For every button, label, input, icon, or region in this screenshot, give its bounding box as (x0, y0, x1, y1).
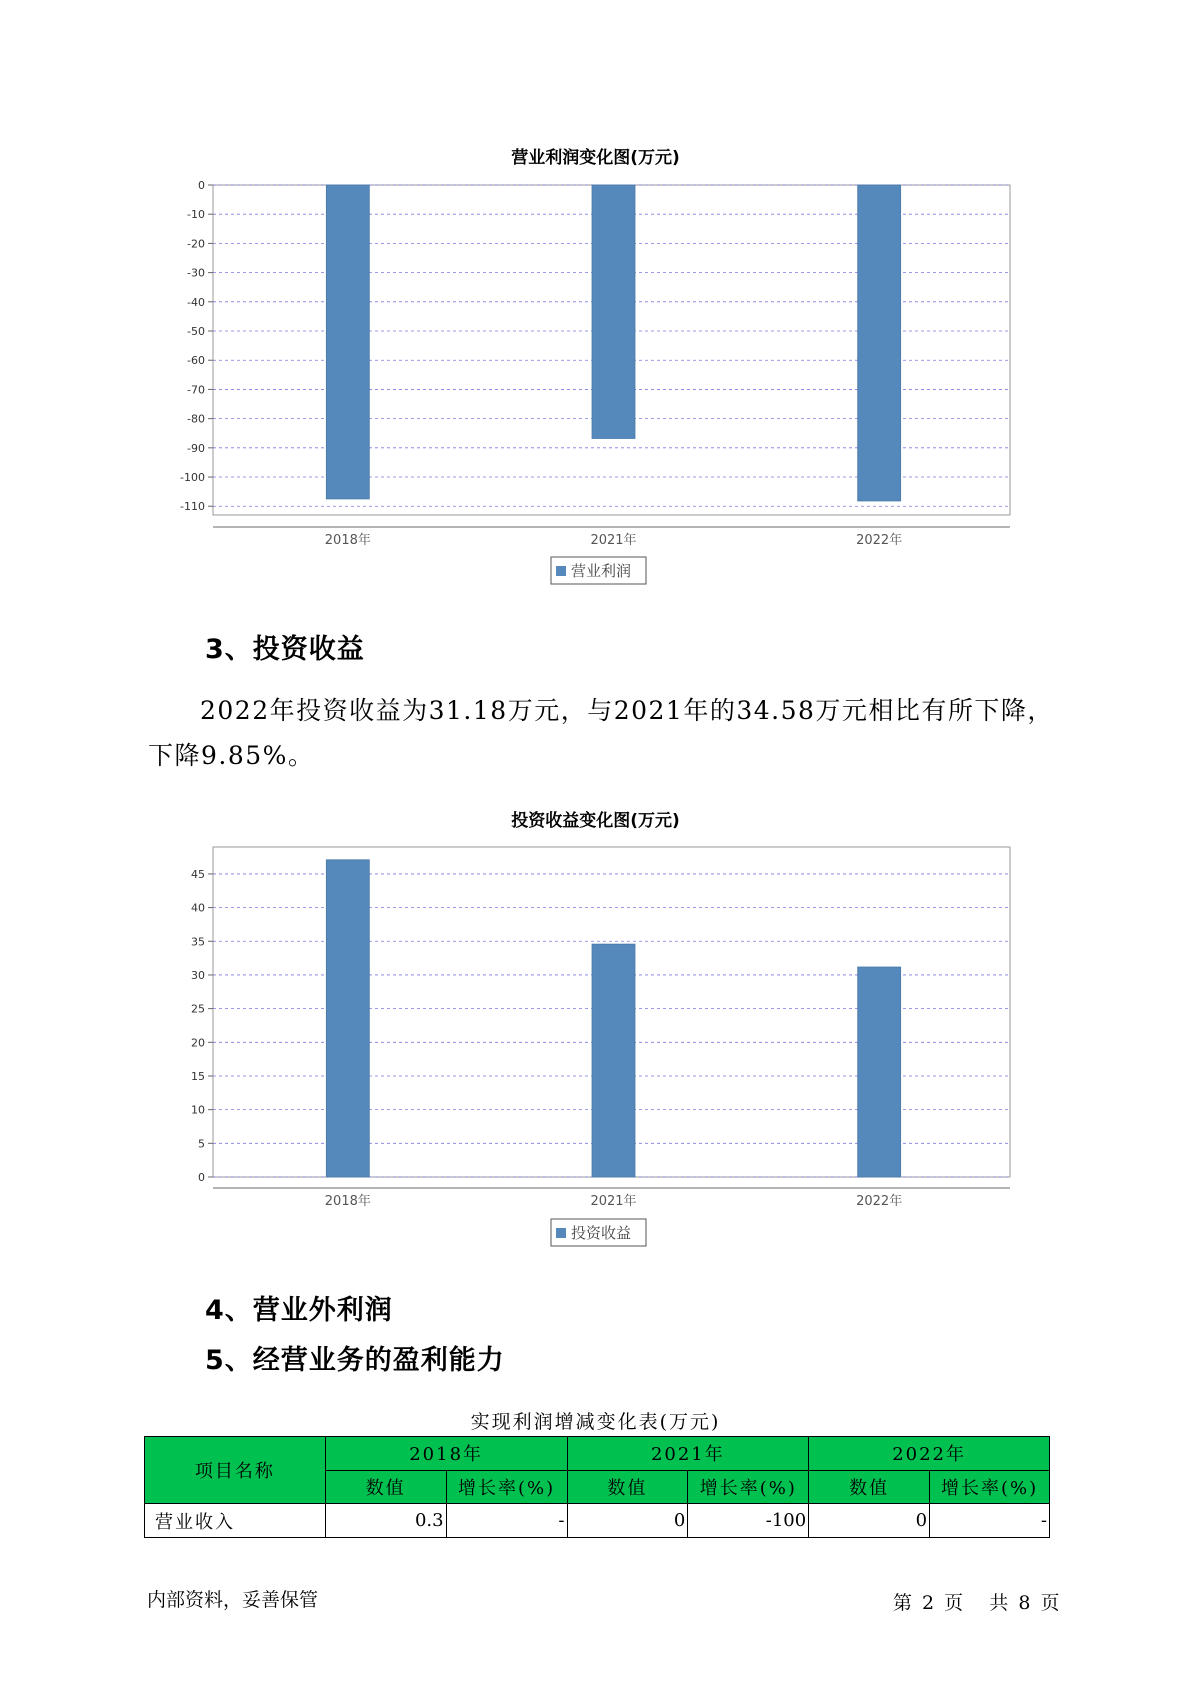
y-tick-label: 40 (191, 901, 205, 915)
row-label: 营业收入 (145, 1504, 326, 1538)
bar-2018年 (326, 860, 369, 1177)
profit-change-table (144, 1436, 1050, 1538)
legend (551, 1219, 646, 1246)
growth-header: 增长率(%) (446, 1470, 567, 1504)
growth-header: 增长率(%) (688, 1470, 809, 1504)
section-3-heading: 3、投资收益 (205, 634, 365, 665)
value-header: 数值 (325, 1470, 446, 1504)
y-tick-label: 30 (191, 968, 205, 982)
y-tick-label: -40 (187, 295, 205, 309)
y-tick-label: -10 (187, 208, 205, 222)
y-tick-label: -80 (187, 412, 205, 426)
bar-2021年 (592, 944, 635, 1177)
cell-value-2022: 0 (809, 1504, 930, 1538)
year-header-2018: 2018年 (325, 1437, 567, 1471)
y-tick-label: 35 (191, 935, 205, 949)
legend-label: 营业利润 (571, 562, 632, 580)
footer-confidential-note: 内部资料，妥善保管 (147, 1589, 319, 1611)
cell-growth-2022: - (930, 1504, 1050, 1538)
table-caption: 实现利润增减变化表(万元) (470, 1411, 721, 1433)
year-header-2021: 2021年 (567, 1437, 809, 1471)
cell-growth-2018: - (446, 1504, 567, 1538)
y-tick-label: -30 (187, 266, 205, 280)
x-tick-label: 2022年 (856, 533, 903, 548)
y-tick-label: 20 (191, 1036, 205, 1050)
value-header: 数值 (809, 1470, 930, 1504)
y-tick-label: -20 (187, 237, 205, 251)
legend-label: 投资收益 (571, 1224, 632, 1242)
bar-2022年 (858, 967, 901, 1177)
y-tick-label: 0 (198, 179, 205, 192)
cell-value-2018: 0.3 (325, 1504, 446, 1538)
x-tick-label: 2021年 (590, 1194, 637, 1209)
value-header: 数值 (567, 1470, 688, 1504)
cell-value-2021: 0 (567, 1504, 688, 1538)
x-tick-label: 2021年 (590, 533, 637, 548)
legend-swatch (556, 1228, 566, 1238)
x-tick-label: 2022年 (856, 1194, 903, 1209)
section-3-paragraph-line2: 下降9.85%。 (148, 741, 315, 770)
section-4-heading: 4、营业外利润 (205, 1295, 393, 1326)
table-row (145, 1504, 1050, 1538)
y-tick-label: 25 (191, 1002, 205, 1016)
item-name-header: 项目名称 (145, 1437, 326, 1504)
section-5-heading: 5、经营业务的盈利能力 (205, 1345, 505, 1376)
y-tick-label: 0 (198, 1171, 205, 1184)
y-tick-label: 45 (191, 867, 205, 881)
y-tick-label: 15 (191, 1069, 205, 1083)
chart2-title: 投资收益变化图(万元) (511, 811, 680, 831)
y-tick-label: -100 (180, 471, 205, 485)
x-tick-label: 2018年 (324, 533, 371, 548)
section-3-paragraph-line1: 2022年投资收益为31.18万元，与2021年的34.58万元相比有所下降， (200, 696, 1054, 725)
y-tick-label: 5 (198, 1137, 205, 1151)
cell-growth-2021: -100 (688, 1504, 809, 1538)
y-tick-label: -110 (180, 500, 205, 514)
y-tick-label: -60 (187, 354, 205, 368)
y-tick-label: 10 (191, 1103, 205, 1117)
y-tick-label: -70 (187, 383, 205, 397)
growth-header: 增长率(%) (930, 1470, 1050, 1504)
year-header-2022: 2022年 (809, 1437, 1050, 1471)
footer-page-number: 第 2 页 共 8 页 (893, 1592, 1062, 1614)
x-tick-label: 2018年 (324, 1194, 371, 1209)
chart1-title: 营业利润变化图(万元) (511, 148, 680, 168)
y-tick-label: -90 (187, 441, 205, 455)
y-tick-label: -50 (187, 325, 205, 339)
